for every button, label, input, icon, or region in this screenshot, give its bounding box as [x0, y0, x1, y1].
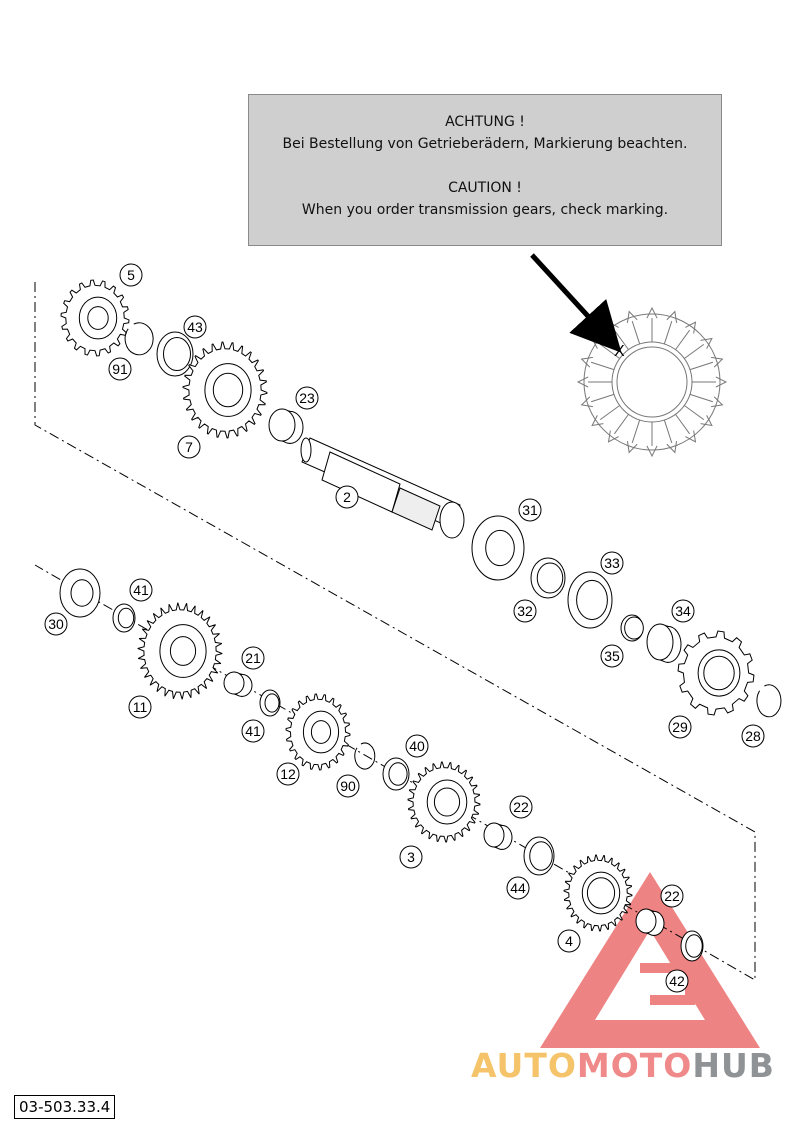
callout-2: [336, 486, 358, 508]
callout-28: [742, 725, 764, 747]
input-shaft: [301, 438, 464, 538]
callout-23: [296, 387, 318, 409]
callout-label: 21: [245, 650, 261, 666]
callout-34: [672, 600, 694, 622]
callout-21: [242, 647, 264, 669]
callout-label: 90: [340, 778, 356, 794]
watermark-part-moto: MOTO: [576, 1046, 693, 1085]
watermark-part-auto: AUTO: [471, 1046, 577, 1085]
marking-arrow: [532, 255, 608, 338]
callout-label: 35: [604, 648, 620, 664]
callout-label: 33: [604, 555, 620, 571]
gear-part-4: [564, 855, 632, 931]
callout-label: 41: [245, 723, 261, 739]
gear-part-7: [183, 342, 267, 438]
callout-label: 42: [669, 973, 685, 989]
callout-label: 7: [185, 439, 193, 455]
callout-29: [669, 716, 691, 738]
callout-5: [120, 264, 142, 286]
bearing-part-30: [60, 569, 100, 617]
caution-line-en-text: When you order transmission gears, check marking.: [301, 202, 669, 218]
document-number: 03-503.33.4: [14, 1095, 115, 1119]
callout-label: 31: [522, 502, 538, 518]
callout-label: 23: [299, 390, 315, 406]
o-ring-part-35: [621, 615, 643, 641]
callout-44: [507, 877, 529, 899]
washer-part-41b: [260, 690, 280, 716]
callout-22: [510, 796, 532, 818]
callout-30: [45, 613, 67, 635]
callout-label: 4: [565, 933, 573, 949]
bushing-part-21: [224, 672, 252, 696]
callout-3: [400, 846, 422, 868]
gear-part-12: [286, 694, 350, 770]
callout-32: [514, 600, 536, 622]
callout-label: 22: [664, 888, 680, 904]
callout-41: [242, 720, 264, 742]
washer-part-32: [531, 558, 565, 598]
sprocket-part-29: [678, 631, 754, 715]
callout-label: 3: [407, 849, 415, 865]
caution-note: [248, 94, 722, 246]
washer-part-43: [157, 332, 193, 376]
watermark-text: [471, 1046, 775, 1085]
caution-line-en-title: CAUTION !: [448, 180, 522, 196]
callout-label: 40: [409, 738, 425, 754]
gear-part-11: [138, 603, 222, 699]
assembly-outline: [35, 282, 755, 980]
callout-label: 43: [187, 319, 203, 335]
circlip-part-28: [757, 685, 781, 717]
callout-label: 30: [48, 616, 64, 632]
callout-label: 44: [510, 880, 526, 896]
callout-label: 29: [672, 719, 688, 735]
callout-label: 34: [675, 603, 691, 619]
bushing-part-22a: [484, 823, 512, 849]
callout-22: [661, 885, 683, 907]
callout-41: [130, 579, 152, 601]
watermark-part-hub: HUB: [692, 1046, 775, 1085]
callout-90: [337, 775, 359, 797]
callout-33: [601, 552, 623, 574]
washer-part-42: [681, 931, 703, 961]
bearing-part-31: [472, 516, 524, 580]
washer-part-44: [524, 837, 554, 875]
callout-label: 2: [343, 489, 351, 505]
callout-label: 32: [517, 603, 533, 619]
callout-43: [184, 316, 206, 338]
circlip-part-91: [125, 323, 153, 355]
callout-40: [406, 735, 428, 757]
gear-part-3: [408, 762, 480, 842]
seal-part-33: [568, 572, 612, 628]
callout-4: [558, 930, 580, 952]
callout-label: 5: [127, 267, 135, 283]
bushing-part-22b: [636, 909, 664, 935]
callout-label: 11: [132, 699, 148, 715]
callout-42: [666, 970, 688, 992]
callout-11: [129, 696, 151, 718]
marking-x: X: [614, 343, 625, 360]
callout-35: [601, 645, 623, 667]
callout-label: 12: [280, 766, 296, 782]
callout-label: 22: [513, 799, 529, 815]
callout-label: 91: [112, 361, 128, 377]
callout-12: [277, 763, 299, 785]
callout-31: [519, 499, 541, 521]
bushing-part-23: [269, 409, 303, 443]
caution-line-de-text: Bei Bestellung von Getrieberädern, Markierung beachten.: [282, 136, 688, 152]
circlip-part-90: [355, 743, 375, 769]
callout-91: [109, 358, 131, 380]
callout-label: 41: [133, 582, 149, 598]
callout-7: [178, 436, 200, 458]
washer-part-41a: [113, 604, 135, 632]
bushing-part-34: [647, 624, 681, 662]
washer-part-40: [383, 758, 409, 790]
callout-label: 28: [745, 728, 761, 744]
caution-line-de-title: ACHTUNG !: [445, 114, 525, 130]
gear-part-5: [61, 280, 129, 356]
